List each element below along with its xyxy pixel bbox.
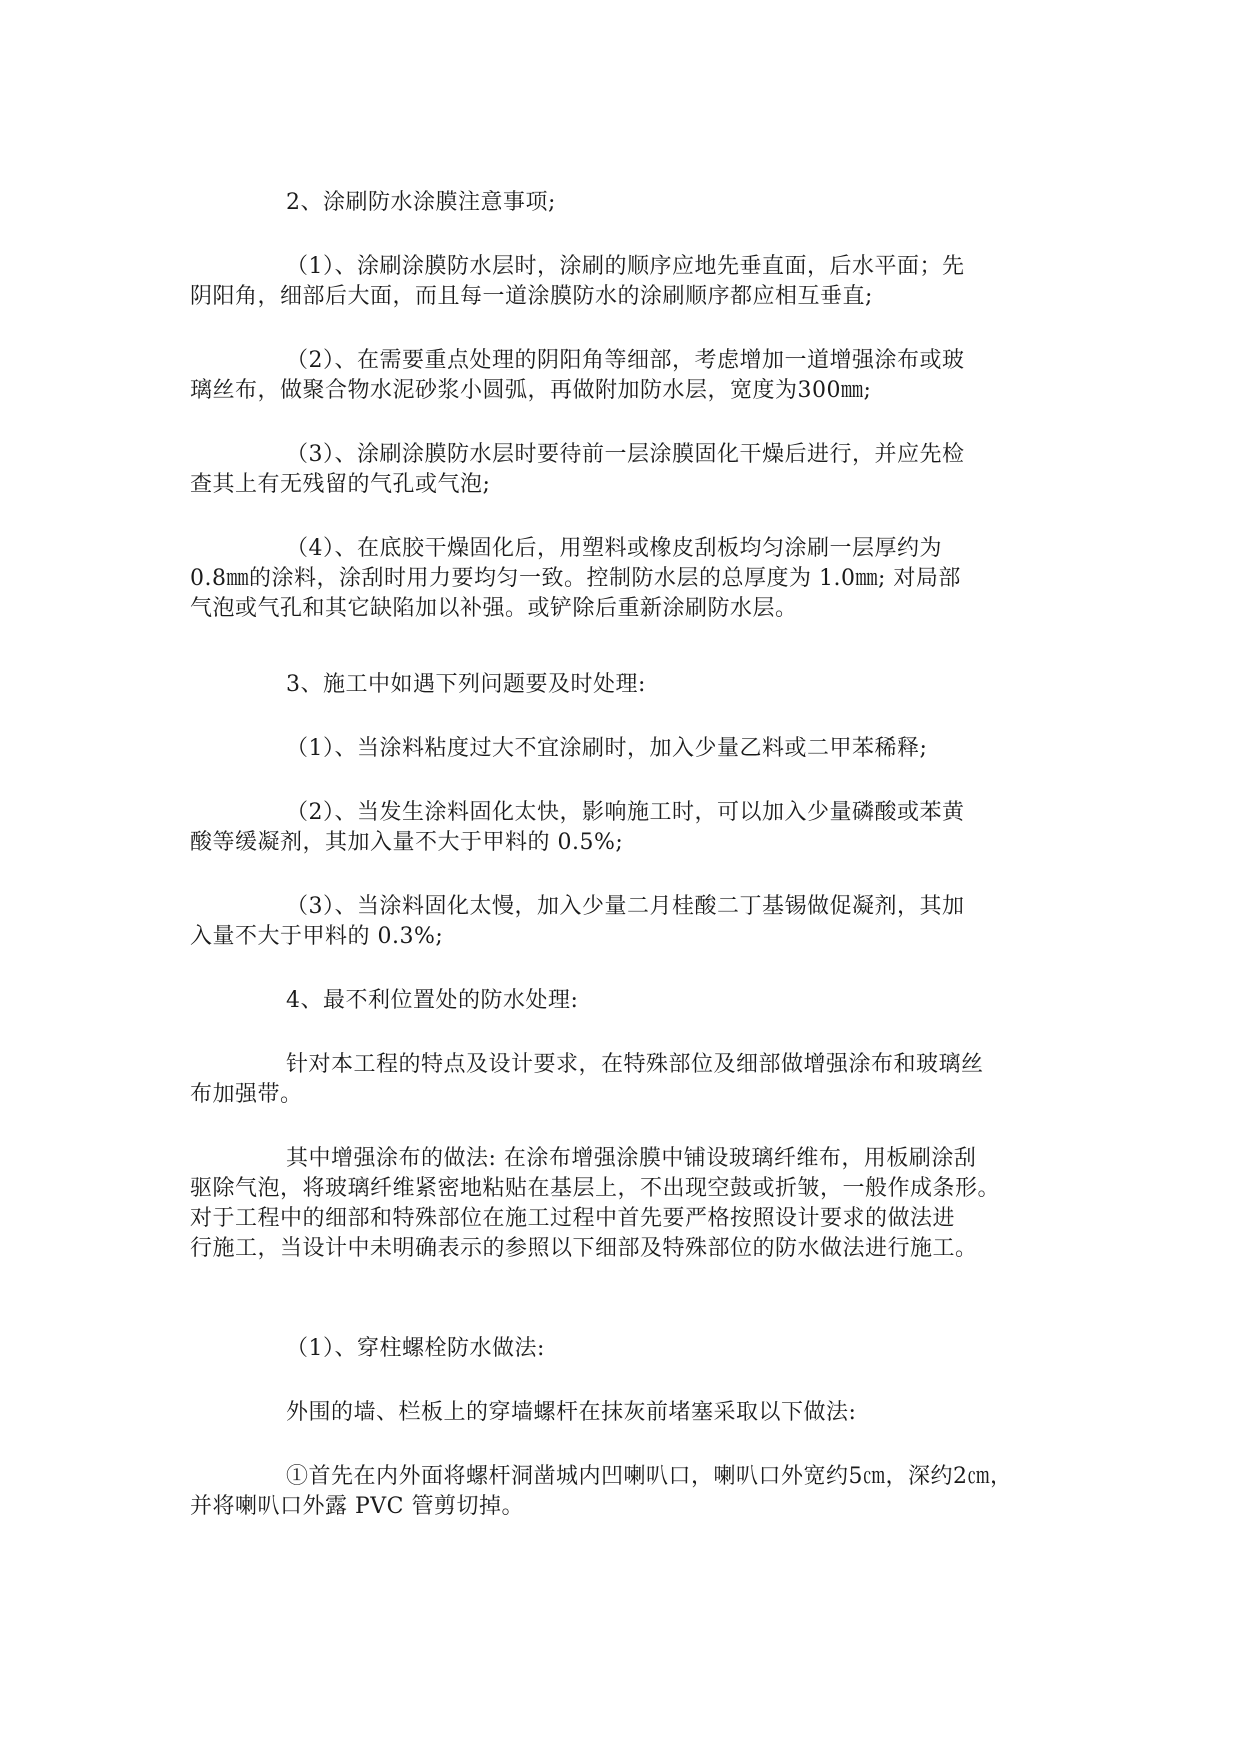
- text-line: （3）、当涂料固化太慢，加入少量二月桂酸二丁基锡做促凝剂，其加: [286, 894, 965, 919]
- text-line: 行施工，当设计中未明确表示的参照以下细部及特殊部位的防水做法进行施工。: [190, 1236, 978, 1261]
- paragraph-body-method: [190, 1144, 1060, 1264]
- text-line: 2、涂刷防水涂膜注意事项;: [286, 190, 556, 215]
- paragraph-item-2-4: [190, 534, 1060, 624]
- text-line: 驱除气泡，将玻璃纤维紧密地粘贴在基层上，不出现空鼓或折皱，一般作成条形。: [190, 1176, 1001, 1201]
- text-line: ①首先在内外面将螺杆洞凿城内凹喇叭口，喇叭口外宽约5㎝，深约2㎝，: [286, 1464, 1013, 1489]
- paragraph-item-2-3: [190, 440, 1060, 500]
- text-line: 针对本工程的特点及设计要求，在特殊部位及细部做增强涂布和玻璃丝: [286, 1052, 984, 1077]
- text-line: 并将喇叭口外露 PVC 管剪切掉。: [190, 1494, 525, 1519]
- paragraph-item-2-1: [190, 252, 1060, 312]
- paragraph-body-wall: [190, 1398, 1060, 1428]
- text-line: 0.8㎜的涂料，涂刮时用力要均匀一致。控制防水层的总厚度为 1.0㎜; 对局部: [190, 566, 961, 591]
- paragraph-item-3-1: [190, 734, 1060, 764]
- text-line: 外围的墙、栏板上的穿墙螺杆在抹灰前堵塞采取以下做法:: [286, 1400, 857, 1425]
- text-line: 酸等缓凝剂，其加入量不大于甲料的 0.5%;: [190, 830, 624, 855]
- text-line: 对于工程中的细部和特殊部位在施工过程中首先要严格按照设计要求的做法进: [190, 1206, 956, 1231]
- text-line: 气泡或气孔和其它缺陷加以补强。或铲除后重新涂刷防水层。: [190, 596, 798, 621]
- text-line: （2）、当发生涂料固化太快，影响施工时，可以加入少量磷酸或苯黄: [286, 800, 965, 825]
- paragraph-item-3-2: [190, 798, 1060, 858]
- text-line: 其中增强涂布的做法: 在涂布增强涂膜中铺设玻璃纤维布，用板刷涂刮: [286, 1146, 977, 1171]
- paragraph-section-2-heading: [190, 188, 1060, 218]
- text-line: 阴阳角，细部后大面，而且每一道涂膜防水的涂刷顺序都应相互垂直;: [190, 284, 873, 309]
- text-line: 3、施工中如遇下列问题要及时处理:: [286, 672, 646, 697]
- text-line: （3）、涂刷涂膜防水层时要待前一层涂膜固化干燥后进行，并应先检: [286, 442, 965, 467]
- text-line: 4、最不利位置处的防水处理:: [286, 988, 579, 1013]
- paragraph-section-3-heading: [190, 670, 1060, 700]
- text-line: （1）、当涂料粘度过大不宜涂刷时，加入少量乙料或二甲苯稀释;: [286, 736, 928, 761]
- text-line: 布加强带。: [190, 1082, 303, 1107]
- paragraph-item-2-2: [190, 346, 1060, 406]
- text-line: （4）、在底胶干燥固化后，用塑料或橡皮刮板均匀涂刷一层厚约为: [286, 536, 942, 561]
- text-line: （1）、涂刷涂膜防水层时，涂刷的顺序应地先垂直面，后水平面；先: [286, 254, 965, 279]
- text-line: 入量不大于甲料的 0.3%;: [190, 924, 444, 949]
- text-line: 璃丝布，做聚合物水泥砂浆小圆弧，再做附加防水层，宽度为300㎜;: [190, 378, 872, 403]
- text-line: （1）、穿柱螺栓防水做法:: [286, 1336, 545, 1361]
- paragraph-item-3-3: [190, 892, 1060, 952]
- text-line: 查其上有无残留的气孔或气泡;: [190, 472, 491, 497]
- paragraph-section-4-heading: [190, 986, 1060, 1016]
- paragraph-step-1: [190, 1462, 1060, 1522]
- text-line: （2）、在需要重点处理的阴阳角等细部，考虑增加一道增强涂布或玻: [286, 348, 965, 373]
- paragraph-body-intro: [190, 1050, 1060, 1110]
- paragraph-item-4-1: [190, 1334, 1060, 1364]
